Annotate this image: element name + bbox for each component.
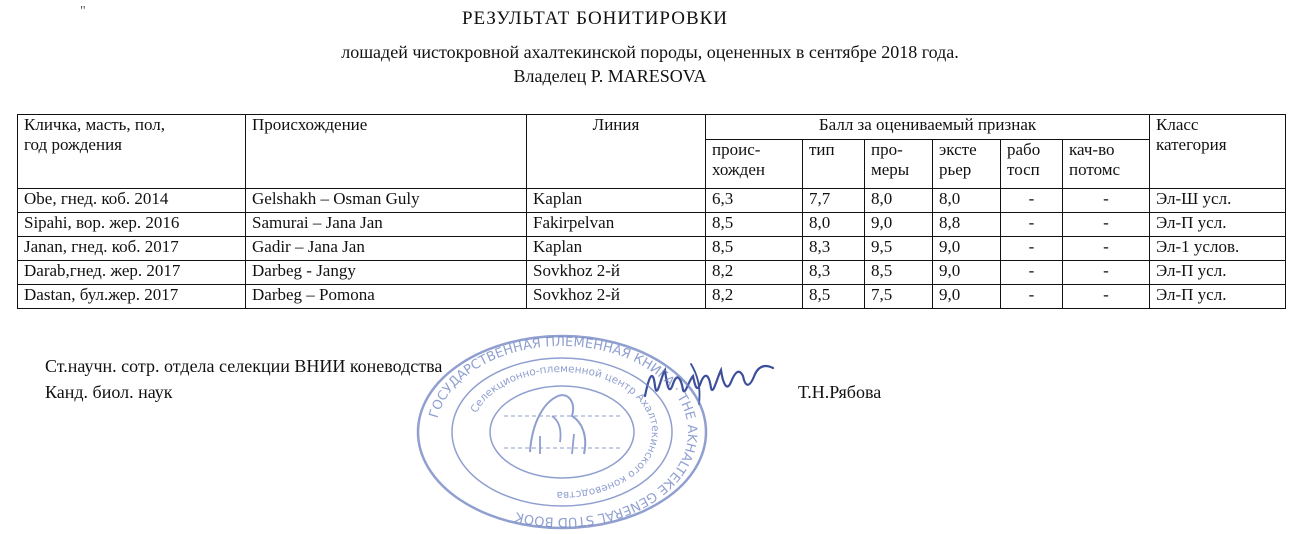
table-row — [18, 213, 1286, 237]
table-row — [18, 189, 1286, 213]
header-class: Класс категория — [1150, 115, 1286, 189]
header-name: Кличка, масть, пол, год рождения — [18, 115, 246, 189]
cell-performance-score: - — [1001, 213, 1063, 237]
table-row — [18, 237, 1286, 261]
cell-performance-score: - — [1001, 261, 1063, 285]
cell-performance-score: - — [1001, 237, 1063, 261]
document-subtitle: лошадей чистокровной ахалтекинской породы, оцененных в сентябре 2018 года. — [341, 42, 959, 62]
header-offspring-score: кач-во потомс — [1063, 140, 1150, 189]
signer-name: Т.Н.Рябова — [798, 382, 882, 402]
cell-origin: Darbeg - Jangy — [246, 261, 527, 285]
corner-mark: " — [80, 4, 86, 19]
cell-type-score: 8,3 — [803, 261, 865, 285]
cell-line: Sovkhoz 2-й — [527, 261, 706, 285]
cell-name: Janan, гнед. коб. 2017 — [18, 237, 246, 261]
svg-text:ГОСУДАРСТВЕННАЯ ПЛЕМЕННАЯ КНИГ: ГОСУДАРСТВЕННАЯ ПЛЕМЕННАЯ КНИГА · THE AKHALTEKE GENERAL STUD BOOK — [426, 334, 700, 530]
header-type-score: тип — [803, 140, 865, 189]
header-performance-score: рабо тосп — [1001, 140, 1063, 189]
cell-origin-score: 6,3 — [706, 189, 803, 213]
cell-name: Dastan, бул.жер. 2017 — [18, 285, 246, 309]
cell-measure-score: 8,5 — [865, 261, 933, 285]
cell-type-score: 8,5 — [803, 285, 865, 309]
cell-class: Эл-П усл. — [1150, 285, 1286, 309]
cell-origin: Gadir – Jana Jan — [246, 237, 527, 261]
cell-class: Эл-1 услов. — [1150, 237, 1286, 261]
cell-type-score: 7,7 — [803, 189, 865, 213]
cell-offspring-score: - — [1063, 237, 1150, 261]
cell-offspring-score: - — [1063, 213, 1150, 237]
cell-measure-score: 9,5 — [865, 237, 933, 261]
cell-performance-score: - — [1001, 285, 1063, 309]
signer-degree: Канд. биол. наук — [45, 382, 173, 402]
signer-position: Ст.научн. сотр. отдела селекции ВНИИ коневодства — [45, 356, 443, 376]
header-measure-score: про- меры — [865, 140, 933, 189]
cell-origin: Gelshakh – Osman Guly — [246, 189, 527, 213]
cell-origin-score: 8,2 — [706, 261, 803, 285]
cell-line: Kaplan — [527, 237, 706, 261]
cell-class: Эл-П усл. — [1150, 261, 1286, 285]
header-line: Линия — [527, 115, 706, 189]
cell-measure-score: 7,5 — [865, 285, 933, 309]
cell-origin-score: 8,5 — [706, 213, 803, 237]
cell-measure-score: 8,0 — [865, 189, 933, 213]
cell-exterior-score: 9,0 — [933, 237, 1001, 261]
cell-line: Kaplan — [527, 189, 706, 213]
cell-origin-score: 8,2 — [706, 285, 803, 309]
appraisal-table — [17, 114, 1286, 309]
cell-exterior-score: 8,0 — [933, 189, 1001, 213]
table-row — [18, 285, 1286, 309]
cell-origin: Darbeg – Pomona — [246, 285, 527, 309]
cell-offspring-score: - — [1063, 285, 1150, 309]
header-exterior-score: эксте рьер — [933, 140, 1001, 189]
cell-name: Obe, гнед. коб. 2014 — [18, 189, 246, 213]
cell-exterior-score: 8,8 — [933, 213, 1001, 237]
cell-name: Darab,гнед. жер. 2017 — [18, 261, 246, 285]
header-origin-score: проис- хожден — [706, 140, 803, 189]
cell-offspring-score: - — [1063, 261, 1150, 285]
cell-name: Sipahi, вор. жер. 2016 — [18, 213, 246, 237]
cell-class: Эл-П усл. — [1150, 213, 1286, 237]
cell-class: Эл-Ш усл. — [1150, 189, 1286, 213]
cell-line: Fakirpelvan — [527, 213, 706, 237]
cell-origin-score: 8,5 — [706, 237, 803, 261]
owner-line: Владелец P. MARESOVA — [513, 66, 707, 86]
cell-type-score: 8,0 — [803, 213, 865, 237]
cell-origin: Samurai – Jana Jan — [246, 213, 527, 237]
cell-performance-score: - — [1001, 189, 1063, 213]
table-row — [18, 261, 1286, 285]
official-stamp — [412, 332, 712, 532]
cell-exterior-score: 9,0 — [933, 285, 1001, 309]
cell-line: Sovkhoz 2-й — [527, 285, 706, 309]
svg-text:Селекционно-племенной центр Ах: Селекционно-племенной центр Ахалтекинского коневодства — [468, 362, 662, 502]
cell-offspring-score: - — [1063, 189, 1150, 213]
cell-measure-score: 9,0 — [865, 213, 933, 237]
header-origin: Происхождение — [246, 115, 527, 189]
document-title: РЕЗУЛЬТАТ БОНИТИРОВКИ — [461, 8, 729, 29]
cell-exterior-score: 9,0 — [933, 261, 1001, 285]
header-score-group: Балл за оцениваемый признак — [706, 115, 1150, 140]
cell-type-score: 8,3 — [803, 237, 865, 261]
